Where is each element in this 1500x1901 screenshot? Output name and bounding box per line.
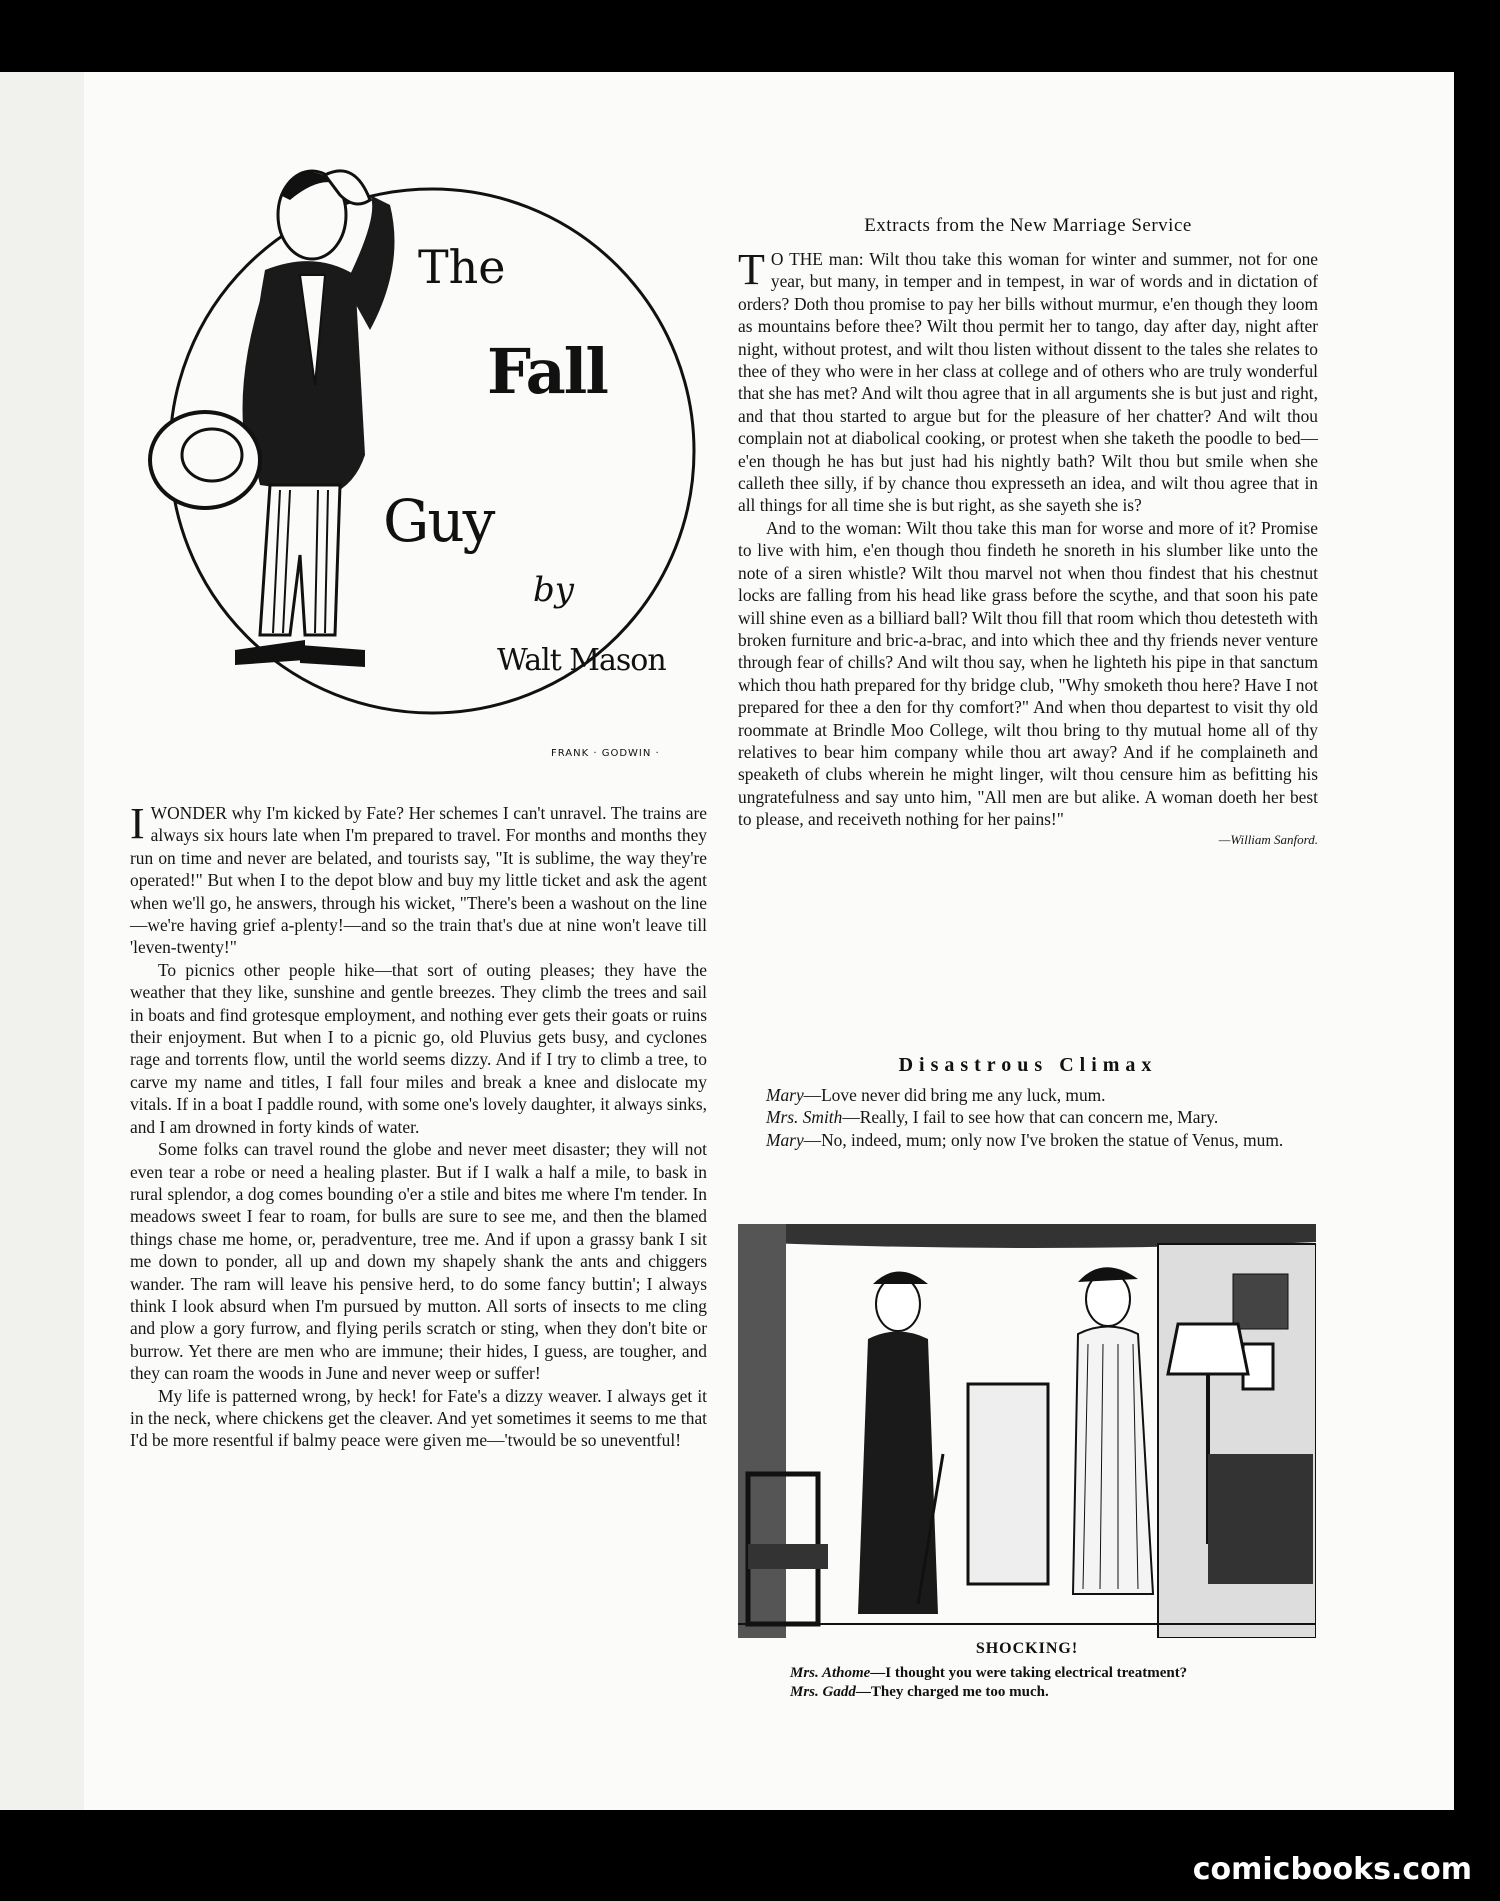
cartoon-speaker-2: Mrs. Gadd [790,1684,856,1700]
climax-text-1: —Love never did bring me any luck, mum. [803,1085,1106,1105]
title-author: Walt Mason [497,643,666,678]
site-watermark: comicbooks.com [1192,1852,1472,1887]
poem-paragraph-2: To picnics other people hike—that sort of outing pleases; they have the weather that they like, sunshine and gentle breezes. They climb the trees and sail in boats and find grotesque employment, and nothing ever gets their goats or ruins their enjoyment. But when I to a picnic go, old Pluvius gets busy, and cyclones rage and torrents flow, until the world seems dizzy. And if I try to climb a tree, to carve my name and titles, I fall four miles and break a knee and dislocate my vitals. If in a boat I paddle round, with some one's lovely daughter, it always sinks, and I am drowned in forty kinds of water. [130,959,707,1137]
extracts-paragraph-1 [738,245,1318,517]
cartoon-caption-title: SHOCKING! [975,1640,1079,1657]
extracts-attribution: —William Sanford. [1218,831,1318,847]
title-word-guy: Guy [383,487,494,555]
climax-line-3 [738,1129,1318,1151]
artist-signature: FRANK · GODWIN · [551,748,660,759]
climax-speaker-2: Mrs. Smith [766,1107,843,1128]
extracts-paragraph-2: And to the woman: Wilt thou take this man for worse and more of it? Promise to live with him, e'en though thou findeth he snoreth in his slumber like unto the note of a siren whistle? Wilt thou marvel not when thou findest that his chestnut locks are falling from his head like grass before the scythe, and that soon his pate will shine even as a billiard ball? Wilt thou fill that room which thou detesteth with broken furniture and bric-a-brac, and into which thee and thy friends never venture through fear of chills? And wilt thou say, when he lighteth his pipe in that sanctum which thou hath prepared for thy bridge club, "Why smoketh thou here? Have I not prepared for thee a den for thy comfort?" And when thou departest to visit thy old roommate at Brindle Moo College, wilt thou bring to thy mutual home all of thy relatives to bear him company while thou art away? And if he complaineth and speaketh of clubs wherein he might linger, wilt thou censure him as befitting his ungratefulness and say unto him, "All men are but alike. A woman doeth her best to please, and receiveth nothing for her pains!" [738,517,1318,830]
cartoon-caption [790,1664,1310,1702]
marriage-service-text [738,245,1318,851]
fall-guy-poem [130,799,707,1452]
extracts-dropcap: T [738,245,765,294]
climax-text-3: —No, indeed, mum; only now I've broken the statue of Venus, mum. [803,1129,1284,1150]
poem-paragraph-3: Some folks can travel round the globe and never meet disaster; they will not even tear a robe or need a healing plaster. But if I walk a half a mile, to bask in rural splendor, a dog comes bounding o'er a stile and bites me where I'm tender. In meadows sweet I fear to roam, for bulls are sure to see me, and then the blamed things chase me home, or, peradventure, tree me. And if upon a grassy bank I sit me down to ponder, all up and down my shapely shank the ants and chiggers wander. The ram will leave his pensive herd, to do some fancy buttin'; I always think I look absurd when I'm pursued by mutton. All sorts of insects to me cling and plow a gory furrow, and flying perils scratch or sting, when they don't bite or burrow. Yet there are men who are immune; their hides, I guess, are tougher, and they can roam the woods in June and never weep or suffer! [130,1139,707,1384]
climax-line-1 [738,1084,1318,1106]
climax-heading: Disastrous Climax [898,1054,1158,1076]
title-by: by [533,570,574,610]
poem-paragraph-4: My life is patterned wrong, by heck! for Fate's a dizzy weaver. I always get it in the neck, where chickens get the cleaver. And yet sometimes it seems to me that I'd be more resentful if balmy peace were given me—'twould be so uneventful! [130,1385,707,1451]
title-word-the: The [418,240,506,294]
poem-dropcap: I [130,799,145,848]
cartoon-line-1 [790,1664,1310,1683]
cartoon-speaker-1: Mrs. Athome [790,1665,871,1681]
poem-paragraph-1 [130,799,707,959]
climax-speaker-3: Mary [766,1129,804,1150]
climax-dialogue [738,1084,1318,1151]
cartoon-text-1: —I thought you were taking electrical treatment? [870,1665,1188,1681]
page-gutter [0,72,87,1810]
climax-line-2 [738,1106,1318,1128]
extracts-heading: Extracts from the New Marriage Service [864,215,1192,236]
shocking-cartoon-illustration [738,1224,1316,1638]
title-word-fall: Fall [487,335,607,408]
cartoon-text-2: —They charged me too much. [855,1684,1049,1700]
extracts-text-1: O THE man: Wilt thou take this woman for winter and summer, not for one year, but many, in temper and in tempest, in war of words and in dictation of orders? Doth thou promise to pay her bills without murmur, e'en though they loom as mountains before thee? Wilt thou permit her to tango, day after day, night after night, without protest, and wilt thou listen without dissent to the tales she relates to thee of they who were in her class at college and of others who are truly wonderful that she has met? And wilt thou agree that in all arguments she is but just and right, and that thou started to argue but for the pleasure of her chatter? And wilt thou complain not at diabolical cooking, or protest when she taketh the poodle to bed—e'en though he has but just had his nightly bath? Wilt thou but smile when she calleth thee silly, if by chance thou expresseth an idea, and wilt thou agree that in all things for all time she is but right, as she sayeth she is? [738,249,1318,516]
climax-speaker-1: Mary [766,1085,804,1105]
poem-text-1: WONDER why I'm kicked by Fate? Her schemes I can't unravel. The trains are always six hours late when I'm prepared to travel. For months and months they run on time and never are belated, and tourists say, "It is sublime, the way they're operated!" But when I to the depot blow and buy my little ticket and ask the agent when we'll go, he answers, through his wicket, "There's been a washout on the line—we're having grief a-plenty!—and so the train that's due at nine won't leave till 'leven-twenty!" [130,803,707,958]
cartoon-line-2 [790,1683,1310,1702]
climax-text-2: —Really, I fail to see how that can concern me, Mary. [842,1107,1219,1128]
